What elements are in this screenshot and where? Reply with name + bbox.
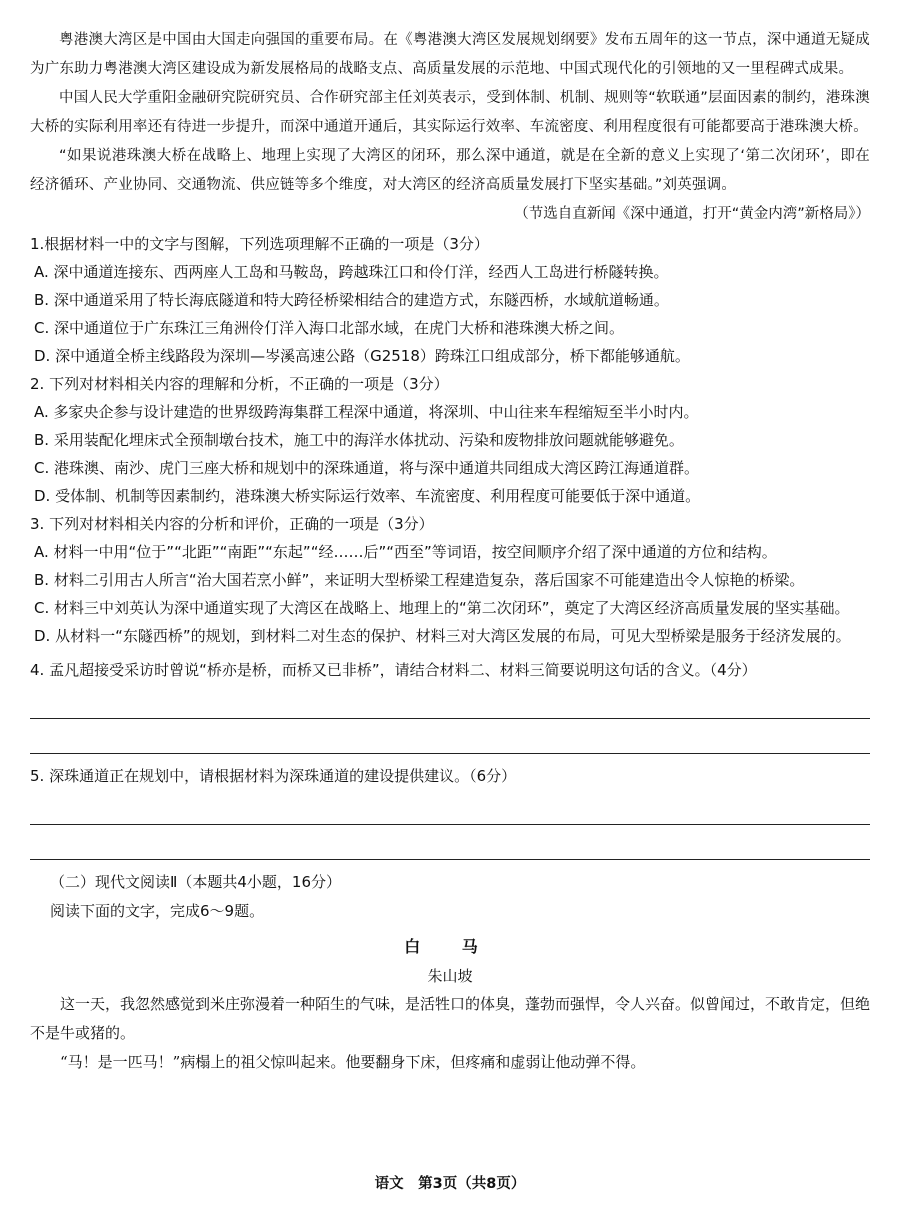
section-2-instruction: 阅读下面的文字，完成6～9题。 — [50, 902, 265, 920]
question-4-stem: 4. 孟凡超接受采访时曾说“桥亦是桥，而桥又已非桥”，请结合材料二、材料三简要说明这句话的含义。（4分） — [30, 661, 757, 679]
question-2-option-c: C. 港珠澳、南沙、虎门三座大桥和规划中的深珠通道，将与深中通道共同组成大湾区跨江海通道群。 — [34, 459, 700, 477]
question-2-stem: 2. 下列对材料相关内容的理解和分析，不正确的一项是（3分） — [30, 375, 449, 393]
question-1-option-d: D. 深中通道全桥主线路段为深圳—岑溪高速公路（G2518）跨珠江口组成部分，桥下都能够通航。 — [34, 347, 690, 365]
material-paragraph-2: 中国人民大学重阳金融研究院研究员、合作研究部主任刘英表示，受到体制、机制、规则等“软联通”层面因素的制约，港珠澳大桥的实际利用率还有待进一步提升，而深中通道开通后，其实际运行效率、车流密度、利用程度很有可能都要高于港珠澳大桥。 — [30, 90, 870, 135]
story-paragraph-1: 这一天，我忽然感觉到米庄弥漫着一种陌生的气味，是活牲口的体臭，蓬勃而强悍，令人兴奋。似曾闻过，不敢肯定，但绝不是牛或猪的。 — [30, 995, 871, 1042]
question-2-option-a: A. 多家央企参与设计建造的世界级跨海集群工程深中通道，将深圳、中山往来车程缩短至半小时内。 — [34, 403, 699, 421]
question-2-option-b: B. 采用装配化埋床式全预制墩台技术，施工中的海洋水体扰动、污染和废物排放问题就能够避免。 — [34, 431, 684, 449]
story-paragraph-2: “马！是一匹马！”病榻上的祖父惊叫起来。他要翻身下床，但疼痛和虚弱让他动弹不得。 — [60, 1053, 646, 1071]
question-3-stem: 3. 下列对材料相关内容的分析和评价，正确的一项是（3分） — [30, 515, 434, 533]
question-3-option-d: D. 从材料一“东隧西桥”的规划，到材料二对生态的保护、材料三对大湾区发展的布局，可见大型桥梁是服务于经济发展的。 — [34, 627, 851, 645]
question-5-stem: 5. 深珠通道正在规划中，请根据材料为深珠通道的建设提供建议。（6分） — [30, 767, 517, 785]
question-1-option-b: B. 深中通道采用了特长海底隧道和特大跨径桥梁相结合的建造方式，东隧西桥，水域航道畅通。 — [34, 291, 669, 309]
question-3-option-c: C. 材料三中刘英认为深中通道实现了大湾区在战略上、地理上的“第二次闭环”，奠定了大湾区经济高质量发展的坚实基础。 — [34, 599, 850, 617]
section-2-heading: （二）现代文阅读Ⅱ（本题共4小题，16分） — [50, 873, 342, 891]
question-3-option-a: A. 材料一中用“位于”“北距”“南距”“东起”“经……后”“西至”等词语，按空间顺序介绍了深中通道的方位和结构。 — [34, 543, 777, 561]
question-4-answer-line-2[interactable] — [30, 753, 870, 754]
question-1-option-c: C. 深中通道位于广东珠江三角洲伶仃洋入海口北部水域，在虎门大桥和港珠澳大桥之间。 — [34, 319, 625, 337]
question-1-option-a: A. 深中通道连接东、西两座人工岛和马鞍岛，跨越珠江口和伶仃洋，经西人工岛进行桥隧转换。 — [34, 263, 669, 281]
question-2-option-d: D. 受体制、机制等因素制约，港珠澳大桥实际运行效率、车流密度、利用程度可能要低于深中通道。 — [34, 487, 701, 505]
question-3-option-b: B. 材料二引用古人所言“治大国若烹小鲜”，来证明大型桥梁工程建造复杂，落后国家不可能建造出令人惊艳的桥梁。 — [34, 571, 805, 589]
material-source: （节选自直新闻《深中通道，打开“黄金内湾”新格局》） — [514, 206, 870, 222]
story-author: 朱山坡 — [427, 967, 473, 985]
page-footer: 语文 第3页（共8页） — [374, 1176, 526, 1192]
question-1-stem: 1.根据材料一中的文字与图解，下列选项理解不正确的一项是（3分） — [30, 235, 489, 253]
material-paragraph-3: “如果说港珠澳大桥在战略上、地理上实现了大湾区的闭环，那么深中通道，就是在全新的意义上实现了‘第二次闭环’，即在经济循环、产业协同、交通物流、供应链等多个维度，对大湾区的经济高质量发展打下坚实基础。”刘英强调。 — [30, 148, 870, 193]
material-paragraph-1: 粤港澳大湾区是中国由大国走向强国的重要布局。在《粤港澳大湾区发展规划纲要》发布五周年的这一节点，深中通道无疑成为广东助力粤港澳大湾区建设成为新发展格局的战略支点、高质量发展的示范地、中国式现代化的引领地的又一里程碑式成果。 — [30, 32, 870, 77]
question-5-answer-line-2[interactable] — [30, 859, 870, 860]
story-title: 白 马 — [404, 937, 496, 956]
